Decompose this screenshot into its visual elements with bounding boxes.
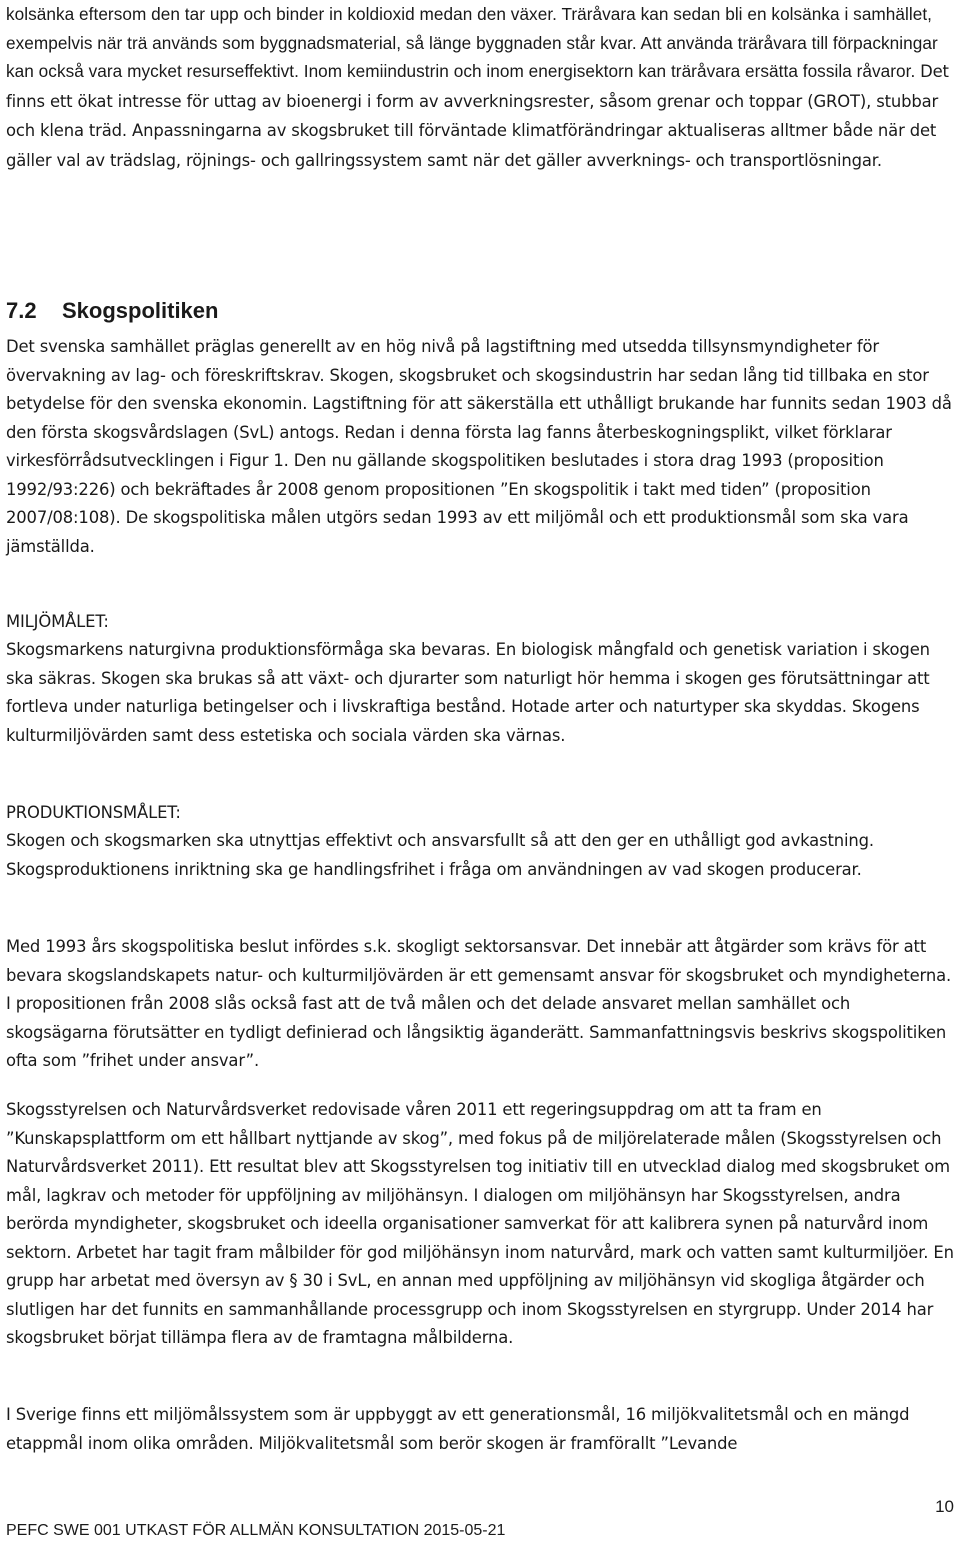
miljomal-label: MILJÖMÅLET:: [6, 612, 109, 631]
paragraph-miljomalssystem: I Sverige finns ett miljömålssystem som är uppbyggt av ett generationsmål, 16 miljökvalitetsmål och en mängd etappmål inom olika områden. Miljökvalitetsmål som berör skogen är framförallt ”Levande: [6, 1405, 910, 1453]
section-number: 7.2: [6, 298, 37, 323]
intro-text-part2: Det finns ett ökat intresse för uttag av bioenergi i form av avverkningsrester, såsom grenar och toppar (GROT), stubbar och klena träd. Anpassningarna av skogsbruket till förväntade klimatförändringar aktualiseras alltmer både när det gäller val av trädslag, röjnings- och gallringssystem samt när det gäller avverknings- och transportlösningar.: [6, 62, 949, 170]
miljomal-text: Skogsmarkens naturgivna produktionsförmåga ska bevaras. En biologisk mångfald och genetisk variation i skogen ska säkras. Skogen ska brukas så att växt- och djurarter som naturligt hör hemma i skogen ges förutsättningar att fortleva under naturliga betingelser och i livskraftiga bestånd. Hotade arter och naturtyper ska skyddas. Skogens kulturmiljövärden samt dess estetiska och sociala värden ska värnas.: [6, 640, 930, 745]
produktionsmal-label: PRODUKTIONSMÅLET:: [6, 803, 181, 822]
paragraph-kunskapsplattform: Skogsstyrelsen och Naturvårdsverket redovisade våren 2011 ett regeringsuppdrag om att ta fram en ”Kunskapsplattform om ett hållbart nyttjande av skog”, med fokus på de miljörelaterade målen (Skogsstyrelsen och Naturvårdsverket 2011). Ett resultat blev att Skogsstyrelsen tog initiativ till en utvecklad dialog med skogsbruket om mål, lagkrav och metoder för uppföljning av miljöhänsyn. I dialogen om miljöhänsyn har Skogsstyrelsen, andra berörda myndigheter, skogsbruket och ideella organisationer samverkat för att kalibrera synen på naturvård inom sektorn. Arbetet har tagit fram målbilder för god miljöhänsyn inom naturvård, mark och vatten samt kulturmiljöer. En grupp har arbetat med översyn av § 30 i SvL, en annan med uppföljning av miljöhänsyn vid skogliga åtgärder och slutligen har det funnits en sammanhållande processgrupp och inom Skogsstyrelsen en styrgrupp. Under 2014 har skogsbruket börjat tillämpa flera av de framtagna målbilderna.: [6, 1100, 954, 1347]
section-title: Skogspolitiken: [62, 298, 219, 323]
paragraph-sektorsansvar: Med 1993 års skogspolitiska beslut infördes s.k. skogligt sektorsansvar. Det innebär att åtgärder som krävs för att bevara skogslandskapets natur- och kulturmiljövärden är ett gemensamt ansvar för skogsbruket och myndigheterna. I propositionen från 2008 slås också fast att de två målen och det delade ansvaret mellan samhället och skogsägarna förutsätter en tydligt definierad och långsiktig äganderätt. Sammanfattningsvis beskrivs skogspolitiken ofta som ”frihet under ansvar”.: [6, 937, 952, 1070]
intro-paragraph: [6, 0, 956, 175]
intro-text-part1: kolsänka eftersom den tar upp och binder in koldioxid medan den växer. Träråvara kan sedan bli en kolsänka i samhället, exempelvis när trä används som byggnadsmaterial, så länge byggnaden står kvar. Att använda träråvara till förpackningar kan också vara mycket resurseffektivt. Inom kemiindustrin och inom energisektorn kan träråvara ersätta fossila råvaror.: [6, 4, 938, 81]
produktionsmal-text: Skogen och skogsmarken ska utnyttjas effektivt och ansvarsfullt så att den ger en uthålligt god avkastning. Skogsproduktionens inriktning ska ge handlingsfrihet i fråga om användningen av vad skogen producerar.: [6, 831, 874, 879]
footer-text: PEFC SWE 001 UTKAST FÖR ALLMÄN KONSULTATION 2015-05-21: [6, 1522, 506, 1539]
page-number: 10: [935, 1497, 954, 1516]
section-heading: [6, 296, 218, 326]
paragraph-lagstiftning: Det svenska samhället präglas generellt av en hög nivå på lagstiftning med utsedda tillsynsmyndigheter för övervakning av lag- och föreskriftskrav. Skogen, skogsbruket och skogsindustrin har sedan lång tid tillbaka en stor betydelse för den svenska ekonomin. Lagstiftning för att säkerställa ett uthålligt brukande har funnits sedan 1903 då den första skogsvårdslagen (SvL) antogs. Redan i denna första lag fanns återbeskogningsplikt, vilket förklarar virkesförrådsutvecklingen i Figur 1. Den nu gällande skogspolitiken beslutades i stora drag 1993 (proposition 1992/93:226) och bekräftades år 2008 genom propositionen ”En skogspolitik i takt med tiden” (proposition 2007/08:108). De skogspolitiska målen utgörs sedan 1993 av ett miljömål och ett produktionsmål som ska vara jämställda.: [6, 337, 952, 556]
